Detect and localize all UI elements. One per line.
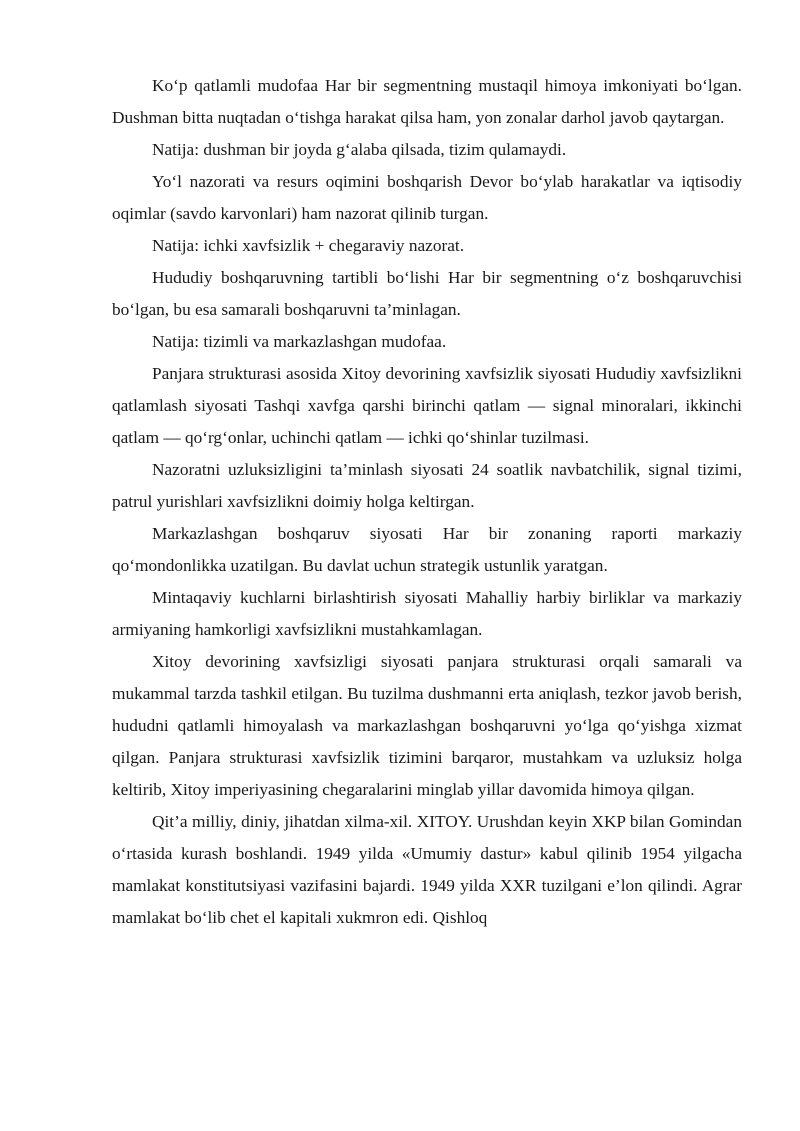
paragraph-grid-structure: Panjara strukturasi asosida Xitoy devorining xavfsizlik siyosati Hududiy xavfsizlikni qatlamlash siyosati Tashqi xavfga qarshi birinchi qatlam — signal minoralari, ikkinchi qatlam — qo‘rg‘onlar, uchinchi qatlam — ichki qo‘shinlar tuzilmasi. — [112, 364, 742, 447]
paragraph-result-1: Natija: dushman bir joyda g‘alaba qilsada, tizim qulamaydi. — [152, 140, 567, 159]
paragraph-security-summary: Xitoy devorining xavfsizligi siyosati panjara strukturasi orqali samarali va mukammal tarzda tashkil etilgan. Bu tuzilma dushmanni erta aniqlash, tezkor javob berish, hududni qatlamli himoyalash va markazlashgan boshqaruvni yo‘lga qo‘yishga xizmat qilgan. Panjara strukturasi xavfsizlik tizimini barqaror, mustahkam va uzluksiz holga keltirib, Xitoy imperiyasining chegaralarini minglab yillar davomida himoya qilgan. — [112, 652, 742, 799]
paragraph-result-2: Natija: ichki xavfsizlik + chegaraviy nazorat. — [152, 236, 465, 255]
document-page — [112, 70, 742, 934]
paragraph-road-control: Yo‘l nazorati va resurs oqimini boshqarish Devor bo‘ylab harakatlar va iqtisodiy oqimlar (savdo karvonlari) ham nazorat qilinib turgan. — [112, 172, 742, 223]
paragraph-regional-forces: Mintaqaviy kuchlarni birlashtirish siyosati Mahalliy harbiy birliklar va markaziy armiyaning hamkorligi xavfsizlikni mustahkamlagan. — [112, 588, 742, 639]
paragraph-continuous-control: Nazoratni uzluksizligini ta’minlash siyosati 24 soatlik navbatchilik, signal tizimi, patrul yurishlari xavfsizlikni doimiy holga keltirgan. — [112, 460, 742, 511]
paragraph-multilayer-defense: Ko‘p qatlamli mudofaa Har bir segmentning mustaqil himoya imkoniyati bo‘lgan. Dushman bitta nuqtadan o‘tishga harakat qilsa ham, yon zonalar darhol javob qaytargan. — [112, 76, 742, 127]
paragraph-territorial-management: Hududiy boshqaruvning tartibli bo‘lishi Har bir segmentning o‘z boshqaruvchisi bo‘lgan, bu esa samarali boshqaruvni ta’minlagan. — [112, 268, 742, 319]
paragraph-china-history: Qit’a milliy, diniy, jihatdan xilma-xil. XITOY. Urushdan keyin XKP bilan Gomindan o‘rtasida kurash boshlandi. 1949 yilda «Umumiy dastur» kabul qilinib 1954 yilgacha mamlakat konstitutsiyasi vazifasini bajardi. 1949 yilda XXR tuzilgani e’lon qilindi. Agrar mamlakat bo‘lib chet el kapitali xukmron edi. Qishloq — [112, 812, 742, 927]
paragraph-result-3: Natija: tizimli va markazlashgan mudofaa. — [152, 332, 447, 351]
paragraph-centralized-management: Markazlashgan boshqaruv siyosati Har bir zonaning raporti markaziy qo‘mondonlikka uzatilgan. Bu davlat uchun strategik ustunlik yaratgan. — [112, 524, 742, 575]
